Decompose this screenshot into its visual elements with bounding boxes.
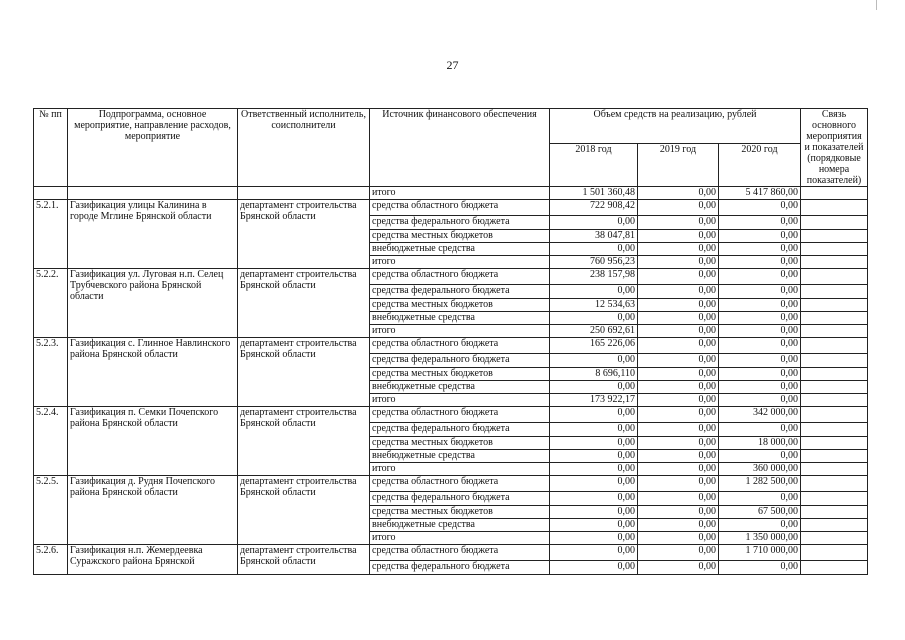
header-volume: Объем средств на реализацию, рублей [550, 109, 801, 144]
indicator-link [801, 312, 868, 325]
indicator-link [801, 200, 868, 216]
table-row [34, 545, 868, 561]
table-row [34, 476, 868, 492]
value-2020: 0,00 [719, 423, 801, 437]
indicator-link [801, 285, 868, 299]
value-2019: 0,00 [638, 200, 719, 216]
value-2018: 0,00 [550, 407, 638, 423]
funding-source: средства местных бюджетов [370, 506, 550, 519]
activity-name: Газификация н.п. Жемердеевка Суражского района Брянской [68, 545, 238, 575]
header-executor: Ответственный исполнитель, соисполнители [238, 109, 370, 187]
executor: департамент строительства Брянской области [238, 200, 370, 269]
value-2019: 0,00 [638, 368, 719, 381]
value-2018: 0,00 [550, 519, 638, 532]
funding-source: средства местных бюджетов [370, 437, 550, 450]
indicator-link [801, 450, 868, 463]
value-2018: 0,00 [550, 492, 638, 506]
value-2018: 0,00 [550, 381, 638, 394]
value-2018: 0,00 [550, 545, 638, 561]
value-2019: 0,00 [638, 299, 719, 312]
value-2018: 722 908,42 [550, 200, 638, 216]
header-subprogram: Подпрограмма, основное мероприятие, направление расходов, мероприятие [68, 109, 238, 187]
total-value-2018: 0,00 [550, 532, 638, 545]
table-header [34, 109, 868, 187]
indicator-link [801, 519, 868, 532]
row-number: 5.2.5. [34, 476, 68, 545]
funding-source: средства областного бюджета [370, 338, 550, 354]
header-link [801, 109, 868, 187]
scan-mark [876, 0, 877, 10]
indicator-link [801, 354, 868, 368]
value-2020: 0,00 [719, 450, 801, 463]
funding-source: средства федерального бюджета [370, 423, 550, 437]
value-2018: 12 534,63 [550, 299, 638, 312]
value-2020: 0,00 [719, 312, 801, 325]
activity-name: Газификация д. Рудня Почепского района Брянской области [68, 476, 238, 545]
indicator-link [801, 381, 868, 394]
funding-source: средства областного бюджета [370, 545, 550, 561]
table-body [34, 187, 868, 575]
indicator-link [801, 532, 868, 545]
funding-source: внебюджетные средства [370, 312, 550, 325]
indicator-link [801, 243, 868, 256]
value-2019: 0,00 [638, 450, 719, 463]
table-row [34, 338, 868, 354]
value-2019: 0,00 [638, 561, 719, 575]
value-2019: 0,00 [638, 545, 719, 561]
top-total-executor [238, 187, 370, 200]
executor: департамент строительства Брянской области [238, 545, 370, 575]
value-2018: 0,00 [550, 216, 638, 230]
table-row [34, 269, 868, 285]
indicator-link [801, 338, 868, 354]
value-2020: 0,00 [719, 216, 801, 230]
value-2020: 0,00 [719, 243, 801, 256]
value-2020: 0,00 [719, 368, 801, 381]
funding-source: внебюджетные средства [370, 519, 550, 532]
indicator-link [801, 256, 868, 269]
value-2018: 238 157,98 [550, 269, 638, 285]
indicator-link [801, 325, 868, 338]
table-row [34, 407, 868, 423]
indicator-link [801, 506, 868, 519]
value-2018: 0,00 [550, 506, 638, 519]
value-2018: 0,00 [550, 437, 638, 450]
total-value-2019: 0,00 [638, 394, 719, 407]
value-2019: 0,00 [638, 216, 719, 230]
indicator-link [801, 230, 868, 243]
funding-source: средства областного бюджета [370, 407, 550, 423]
table-row [34, 200, 868, 216]
total-funding-source: итого [370, 256, 550, 269]
value-2019: 0,00 [638, 407, 719, 423]
value-2019: 0,00 [638, 354, 719, 368]
value-2019: 0,00 [638, 269, 719, 285]
indicator-link [801, 368, 868, 381]
value-2018: 0,00 [550, 561, 638, 575]
executor: департамент строительства Брянской области [238, 338, 370, 407]
total-value-2020: 0,00 [719, 256, 801, 269]
funding-source: средства федерального бюджета [370, 492, 550, 506]
funding-source: внебюджетные средства [370, 381, 550, 394]
funding-source: внебюджетные средства [370, 243, 550, 256]
funding-source: средства областного бюджета [370, 269, 550, 285]
value-2020: 0,00 [719, 492, 801, 506]
value-2018: 0,00 [550, 354, 638, 368]
funding-source: средства федерального бюджета [370, 354, 550, 368]
value-2019: 0,00 [638, 230, 719, 243]
indicator-link [801, 561, 868, 575]
indicator-link [801, 269, 868, 285]
header-2020: 2020 год [719, 143, 801, 186]
total-value-2018: 760 956,23 [550, 256, 638, 269]
value-2019: 0,00 [638, 312, 719, 325]
header-link-line1: Связь основного мероприятия [806, 109, 862, 142]
row-number: 5.2.4. [34, 407, 68, 476]
value-2019: 0,00 [638, 338, 719, 354]
value-2019: 0,00 [638, 519, 719, 532]
row-number: 5.2.2. [34, 269, 68, 338]
value-2019: 0,00 [638, 492, 719, 506]
funding-source: средства федерального бюджета [370, 216, 550, 230]
indicator-link [801, 476, 868, 492]
value-2020: 0,00 [719, 381, 801, 394]
total-funding-source: итого [370, 463, 550, 476]
value-2019: 0,00 [638, 285, 719, 299]
top-total-2019: 0,00 [638, 187, 719, 200]
row-number: 5.2.1. [34, 200, 68, 269]
indicator-link [801, 299, 868, 312]
value-2019: 0,00 [638, 423, 719, 437]
funding-source: средства местных бюджетов [370, 230, 550, 243]
value-2020: 0,00 [719, 230, 801, 243]
total-value-2020: 1 350 000,00 [719, 532, 801, 545]
activity-name: Газификация п. Семки Почепского района Брянской области [68, 407, 238, 476]
value-2018: 0,00 [550, 285, 638, 299]
top-total-no [34, 187, 68, 200]
value-2018: 0,00 [550, 312, 638, 325]
top-total-name [68, 187, 238, 200]
value-2020: 0,00 [719, 299, 801, 312]
total-funding-source: итого [370, 325, 550, 338]
executor: департамент строительства Брянской области [238, 407, 370, 476]
total-value-2020: 0,00 [719, 394, 801, 407]
total-value-2019: 0,00 [638, 256, 719, 269]
funding-source: средства федерального бюджета [370, 561, 550, 575]
value-2020: 0,00 [719, 519, 801, 532]
funding-source: средства местных бюджетов [370, 299, 550, 312]
total-value-2020: 0,00 [719, 325, 801, 338]
top-total-link [801, 187, 868, 200]
value-2020: 0,00 [719, 269, 801, 285]
executor: департамент строительства Брянской области [238, 476, 370, 545]
header-2018: 2018 год [550, 143, 638, 186]
header-source: Источник финансового обеспечения [370, 109, 550, 187]
row-number: 5.2.3. [34, 338, 68, 407]
value-2020: 0,00 [719, 561, 801, 575]
executor: департамент строительства Брянской области [238, 269, 370, 338]
value-2020: 0,00 [719, 354, 801, 368]
funding-source: внебюджетные средства [370, 450, 550, 463]
indicator-link [801, 437, 868, 450]
total-value-2018: 0,00 [550, 463, 638, 476]
activity-name: Газификация улицы Калинина в городе Мглине Брянской области [68, 200, 238, 269]
value-2018: 0,00 [550, 243, 638, 256]
total-funding-source: итого [370, 532, 550, 545]
value-2020: 1 710 000,00 [719, 545, 801, 561]
funding-source: средства областного бюджета [370, 200, 550, 216]
value-2020: 342 000,00 [719, 407, 801, 423]
value-2019: 0,00 [638, 476, 719, 492]
value-2018: 0,00 [550, 476, 638, 492]
indicator-link [801, 463, 868, 476]
header-link-line2: и показателей (порядковые номера показателей) [804, 142, 864, 186]
top-total-row [34, 187, 868, 200]
top-total-2020: 5 417 860,00 [719, 187, 801, 200]
activity-name: Газификация ул. Луговая н.п. Селец Трубчевского района Брянской области [68, 269, 238, 338]
total-value-2019: 0,00 [638, 325, 719, 338]
total-value-2019: 0,00 [638, 532, 719, 545]
header-2019: 2019 год [638, 143, 719, 186]
indicator-link [801, 423, 868, 437]
funding-source: средства местных бюджетов [370, 368, 550, 381]
value-2019: 0,00 [638, 506, 719, 519]
page-number: 27 [446, 58, 459, 72]
value-2018: 8 696,110 [550, 368, 638, 381]
value-2019: 0,00 [638, 243, 719, 256]
indicator-link [801, 492, 868, 506]
header-no: № пп [34, 109, 68, 187]
value-2018: 0,00 [550, 450, 638, 463]
total-value-2019: 0,00 [638, 463, 719, 476]
value-2020: 18 000,00 [719, 437, 801, 450]
top-total-2018: 1 501 360,48 [550, 187, 638, 200]
total-value-2018: 173 922,17 [550, 394, 638, 407]
value-2019: 0,00 [638, 381, 719, 394]
funding-source: средства федерального бюджета [370, 285, 550, 299]
row-number: 5.2.6. [34, 545, 68, 575]
value-2020: 0,00 [719, 200, 801, 216]
total-funding-source: итого [370, 394, 550, 407]
value-2019: 0,00 [638, 437, 719, 450]
budget-table [33, 108, 868, 575]
activity-name: Газификация с. Глинное Навлинского района Брянской области [68, 338, 238, 407]
value-2018: 0,00 [550, 423, 638, 437]
total-value-2018: 250 692,61 [550, 325, 638, 338]
top-total-source: итого [370, 187, 550, 200]
value-2018: 38 047,81 [550, 230, 638, 243]
value-2018: 165 226,06 [550, 338, 638, 354]
value-2020: 0,00 [719, 285, 801, 299]
value-2020: 1 282 500,00 [719, 476, 801, 492]
value-2020: 0,00 [719, 338, 801, 354]
indicator-link [801, 394, 868, 407]
funding-source: средства областного бюджета [370, 476, 550, 492]
indicator-link [801, 407, 868, 423]
indicator-link [801, 216, 868, 230]
indicator-link [801, 545, 868, 561]
value-2020: 67 500,00 [719, 506, 801, 519]
total-value-2020: 360 000,00 [719, 463, 801, 476]
